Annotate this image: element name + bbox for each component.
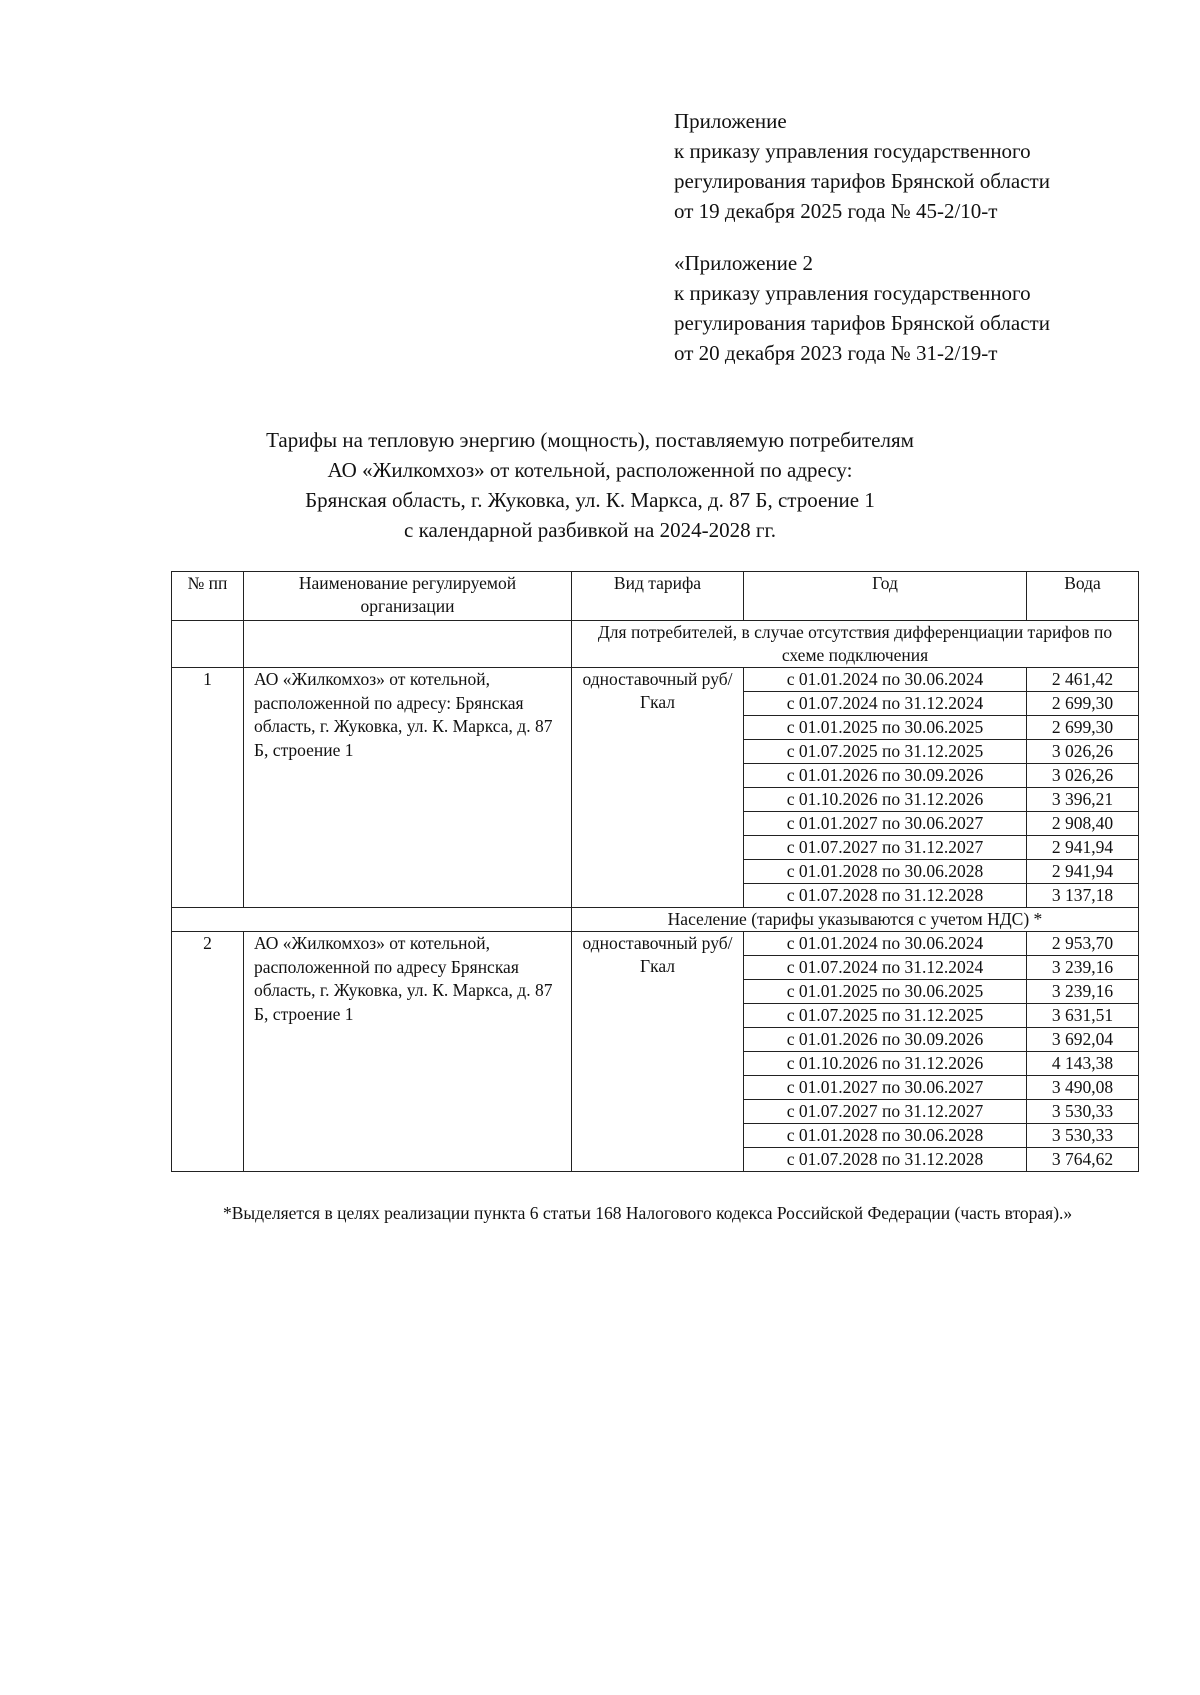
- tariff-value-cell: 2 699,30: [1027, 692, 1139, 716]
- organization-name: АО «Жилкомхоз» от котельной, расположенной по адресу: Брянская область, г. Жуковка, ул. К. Маркса, д. 87 Б, строение 1: [244, 668, 572, 908]
- footnote: *Выделяется в целях реализации пункта 6 статьи 168 Налогового кодекса Российской Федерации (часть вторая).»: [223, 1203, 1073, 1223]
- table-header-row: [172, 572, 1139, 621]
- tariff-value-cell: 4 143,38: [1027, 1052, 1139, 1076]
- appendix-line: регулирования тарифов Брянской области: [674, 169, 1050, 193]
- appendix-title: Приложение: [674, 109, 787, 133]
- tariff-value-cell: 2 461,42: [1027, 668, 1139, 692]
- header-water: Вода: [1027, 572, 1139, 621]
- period-cell: с 01.10.2026 по 31.12.2026: [744, 788, 1027, 812]
- period-cell: с 01.01.2025 по 30.06.2025: [744, 980, 1027, 1004]
- tariff-value-cell: 3 692,04: [1027, 1028, 1139, 1052]
- tariff-value-cell: 3 490,08: [1027, 1076, 1139, 1100]
- tariff-value-cell: 3 026,26: [1027, 740, 1139, 764]
- table-row: [172, 932, 1139, 956]
- period-cell: с 01.07.2024 по 31.12.2024: [744, 956, 1027, 980]
- period-cell: с 01.07.2027 по 31.12.2027: [744, 1100, 1027, 1124]
- period-cell: с 01.01.2025 по 30.06.2025: [744, 716, 1027, 740]
- period-cell: с 01.07.2025 по 31.12.2025: [744, 1004, 1027, 1028]
- tariff-value-cell: 3 530,33: [1027, 1100, 1139, 1124]
- period-cell: с 01.01.2024 по 30.06.2024: [744, 932, 1027, 956]
- period-cell: с 01.01.2028 по 30.06.2028: [744, 1124, 1027, 1148]
- title-line: Тарифы на тепловую энергию (мощность), поставляемую потребителям: [266, 428, 914, 452]
- empty-cell: [244, 621, 572, 668]
- tariff-value-cell: 3 239,16: [1027, 980, 1139, 1004]
- period-cell: с 01.07.2025 по 31.12.2025: [744, 740, 1027, 764]
- document-title: [140, 425, 1040, 545]
- table-body: [172, 621, 1139, 1172]
- header-org: Наименование регулируемой организации: [244, 572, 572, 621]
- empty-cell: [172, 621, 244, 668]
- title-line: АО «Жилкомхоз» от котельной, расположенной по адресу:: [327, 458, 853, 482]
- appendix2-header: [674, 248, 1154, 368]
- period-cell: с 01.07.2024 по 31.12.2024: [744, 692, 1027, 716]
- period-cell: с 01.07.2027 по 31.12.2027: [744, 836, 1027, 860]
- section-caption: Для потребителей, в случае отсутствия дифференциации тарифов по схеме подключения: [572, 621, 1139, 668]
- period-cell: с 01.01.2027 по 30.06.2027: [744, 1076, 1027, 1100]
- header-year: Год: [744, 572, 1027, 621]
- section-caption-row: [172, 621, 1139, 668]
- appendix2-line: от 20 декабря 2023 года № 31-2/19-т: [674, 341, 998, 365]
- row-number: 1: [172, 668, 244, 908]
- tariff-value-cell: 3 764,62: [1027, 1148, 1139, 1172]
- period-cell: с 01.01.2028 по 30.06.2028: [744, 860, 1027, 884]
- header-kind: Вид тарифа: [572, 572, 744, 621]
- period-cell: с 01.01.2026 по 30.09.2026: [744, 764, 1027, 788]
- empty-cell: [172, 908, 572, 932]
- tariff-value-cell: 3 631,51: [1027, 1004, 1139, 1028]
- section-caption-row: [172, 908, 1139, 932]
- period-cell: с 01.01.2026 по 30.09.2026: [744, 1028, 1027, 1052]
- title-line: с календарной разбивкой на 2024-2028 гг.: [404, 518, 776, 542]
- tariff-value-cell: 3 137,18: [1027, 884, 1139, 908]
- appendix2-line: к приказу управления государственного: [674, 281, 1031, 305]
- tariff-kind: одноставочный руб/Гкал: [572, 668, 744, 908]
- tariff-value-cell: 2 953,70: [1027, 932, 1139, 956]
- tariffs-table: [171, 571, 1139, 1172]
- organization-name: АО «Жилкомхоз» от котельной, расположенной по адресу Брянская область, г. Жуковка, ул. К. Маркса, д. 87 Б, строение 1: [244, 932, 572, 1172]
- appendix2-line: регулирования тарифов Брянской области: [674, 311, 1050, 335]
- appendix2-title: «Приложение 2: [674, 251, 813, 275]
- tariff-value-cell: 3 026,26: [1027, 764, 1139, 788]
- tariff-value-cell: 2 908,40: [1027, 812, 1139, 836]
- period-cell: с 01.10.2026 по 31.12.2026: [744, 1052, 1027, 1076]
- appendix-header: [674, 106, 1154, 226]
- tariff-kind: одноставочный руб/Гкал: [572, 932, 744, 1172]
- appendix-line: к приказу управления государственного: [674, 139, 1031, 163]
- period-cell: с 01.07.2028 по 31.12.2028: [744, 884, 1027, 908]
- table-row: [172, 668, 1139, 692]
- period-cell: с 01.01.2027 по 30.06.2027: [744, 812, 1027, 836]
- row-number: 2: [172, 932, 244, 1172]
- section-caption: Население (тарифы указываются с учетом НДС) *: [572, 908, 1139, 932]
- title-line: Брянская область, г. Жуковка, ул. К. Маркса, д. 87 Б, строение 1: [305, 488, 875, 512]
- tariff-value-cell: 2 941,94: [1027, 860, 1139, 884]
- appendix-line: от 19 декабря 2025 года № 45-2/10-т: [674, 199, 998, 223]
- tariff-value-cell: 2 941,94: [1027, 836, 1139, 860]
- period-cell: с 01.07.2028 по 31.12.2028: [744, 1148, 1027, 1172]
- period-cell: с 01.01.2024 по 30.06.2024: [744, 668, 1027, 692]
- tariff-value-cell: 3 530,33: [1027, 1124, 1139, 1148]
- header-num: № пп: [172, 572, 244, 621]
- tariff-value-cell: 3 396,21: [1027, 788, 1139, 812]
- tariff-value-cell: 3 239,16: [1027, 956, 1139, 980]
- tariff-value-cell: 2 699,30: [1027, 716, 1139, 740]
